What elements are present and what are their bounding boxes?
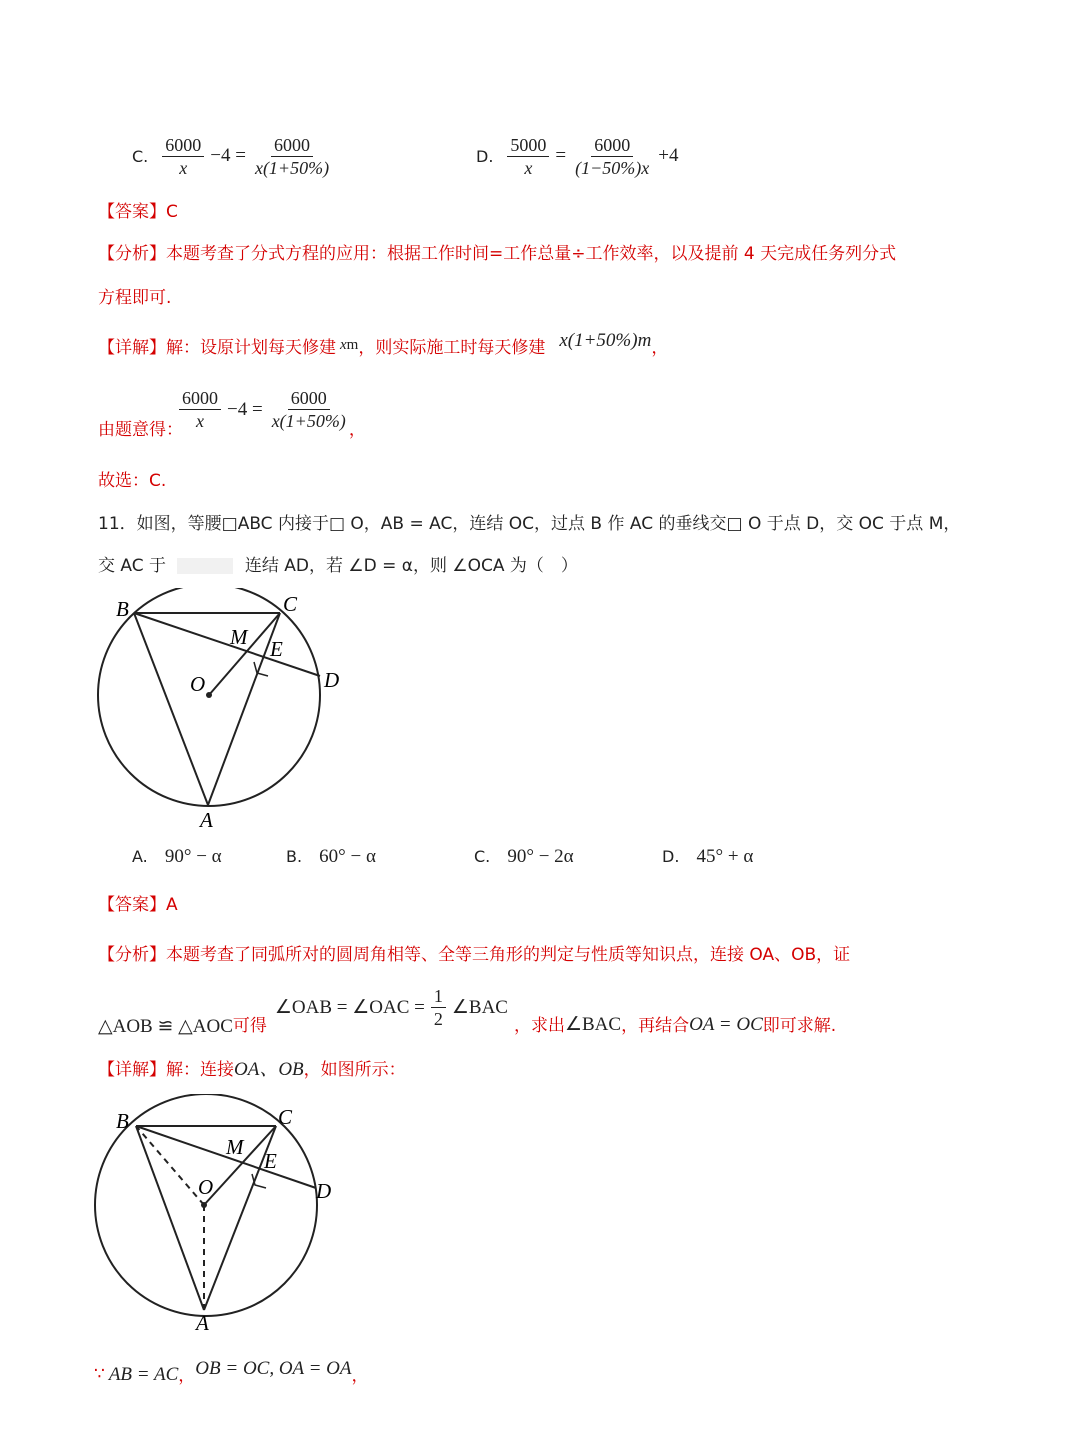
numerator: 6000	[271, 134, 313, 157]
q11-detail-line	[98, 1054, 406, 1081]
end-comma: ，	[351, 1366, 369, 1386]
stem-part-a: 交 AC 于	[98, 556, 167, 576]
denominator: x(1+50%)	[271, 411, 346, 431]
circle-figure-1	[92, 588, 362, 833]
detail-expression: x(1+50%)m	[559, 329, 652, 351]
label-e: E	[264, 1149, 277, 1173]
label-c: C	[278, 1105, 293, 1129]
congruence: △AOB ≌ △AOC	[98, 1016, 233, 1037]
label-c: C	[283, 592, 298, 616]
label-d: D	[316, 1179, 332, 1203]
label-m: M	[230, 625, 248, 649]
ab-eq-ac: AB = AC	[108, 1364, 179, 1385]
label-a: A	[200, 808, 213, 832]
detail-prefix: 【详解】解：设原计划每天修建	[98, 338, 336, 358]
fraction	[572, 134, 652, 179]
equation	[162, 134, 332, 179]
circle-figure-2	[92, 1094, 362, 1339]
denominator: x	[179, 157, 188, 178]
label-e: E	[270, 637, 283, 661]
operator: +4	[658, 145, 679, 166]
variable-x: x	[340, 337, 347, 353]
separator: ，	[178, 1366, 196, 1386]
label-b: B	[116, 1109, 129, 1133]
denominator: x	[196, 411, 204, 431]
q11-options	[132, 846, 892, 872]
angle-eq-left: ∠OAB = ∠OAC =	[274, 997, 425, 1018]
segment-ab	[134, 613, 208, 805]
numerator: 6000	[162, 134, 204, 157]
stem-part-b: 连结 AD，若 ∠D = α，则 ∠OCA 为（ ）	[244, 556, 578, 576]
option-a	[132, 846, 222, 868]
label-b: B	[116, 597, 129, 621]
operator: −4 =	[210, 145, 246, 166]
detail-comma: ，	[651, 338, 669, 358]
option-c	[474, 846, 574, 868]
fraction	[179, 387, 221, 432]
q10-analysis-line2: 方程即可.	[98, 288, 172, 308]
option-label: C.	[132, 146, 149, 166]
q11-analysis-line1: 【分析】本题考查了同弧所对的圆周角相等、全等三角形的判定与性质等知识点，连接 OA、OB，证	[98, 945, 851, 965]
q10-equation-line	[98, 380, 366, 444]
equation	[507, 134, 678, 179]
text-qiuchu: ，求出	[513, 1016, 565, 1036]
option-label: D.	[476, 146, 494, 166]
option-label: D.	[662, 847, 680, 866]
fraction-half	[431, 985, 446, 1030]
q10-analysis-line1: 【分析】本题考查了分式方程的应用：根据工作时间=工作总量÷工作效率，以及提前 4 天完成任务列分式	[98, 244, 897, 264]
angle-bac: ∠BAC	[451, 997, 508, 1018]
detail-suffix: ，如图所示：	[303, 1060, 406, 1080]
q11-analysis-line2	[98, 986, 836, 1044]
option-label: C.	[474, 847, 491, 866]
label-o: O	[198, 1175, 214, 1199]
fraction	[269, 387, 349, 432]
fraction	[162, 134, 204, 179]
numerator: 6000	[179, 387, 221, 410]
center-point	[201, 1202, 207, 1208]
numerator: 6000	[288, 387, 330, 410]
option-text: 90° − 2α	[507, 846, 574, 867]
operator: =	[555, 145, 567, 166]
q10-option-d	[476, 128, 678, 184]
text-zaijiehe: ，再结合	[621, 1016, 690, 1036]
denominator: x(1+50%)	[254, 157, 330, 178]
ob-oc-oa: OB = OC, OA = OA	[195, 1358, 352, 1379]
option-text: 60° − α	[319, 846, 376, 867]
option-d	[662, 846, 753, 868]
text-kede: 可得	[232, 1016, 267, 1036]
denominator: x	[524, 157, 533, 178]
unit-m: m	[346, 337, 359, 353]
q10-choose: 故选：C.	[98, 471, 167, 491]
angle-bac-2: ∠BAC	[564, 1014, 622, 1035]
label-m: M	[226, 1135, 244, 1159]
q11-last-line	[94, 1358, 368, 1386]
denominator: 2	[433, 1009, 443, 1029]
equation-comma: ，	[348, 420, 366, 440]
equation	[179, 387, 349, 432]
detail-prefix: 【详解】解：连接	[98, 1060, 234, 1080]
operator: −4 =	[227, 398, 263, 420]
option-text: 90° − α	[164, 846, 222, 867]
q11-answer: 【答案】A	[98, 895, 178, 915]
text-qiujie: 即可求解.	[762, 1016, 837, 1036]
oa-eq-oc: OA = OC	[689, 1014, 763, 1035]
equation-label: 由题意得：	[98, 420, 183, 440]
because-symbol: ∵	[94, 1364, 105, 1384]
label-o: O	[190, 672, 206, 696]
detail-math: OA、OB	[234, 1059, 304, 1080]
label-a: A	[196, 1311, 209, 1335]
fraction	[252, 134, 332, 179]
blurred-region	[177, 558, 233, 574]
right-angle-mark	[252, 1174, 266, 1188]
option-label: A.	[132, 847, 148, 866]
option-text: 45° + α	[696, 846, 754, 867]
option-label: B.	[286, 847, 303, 866]
denominator: (1−50%)x	[575, 157, 650, 178]
numerator: 1	[431, 985, 446, 1008]
q11-stem-line1: 11．如图，等腰□ABC 内接于□ O，AB = AC，连结 OC，过点 B 作 AC 的垂线交□ O 于点 D，交 OC 于点 M，	[98, 514, 961, 534]
q10-detail-line	[98, 329, 669, 358]
label-d: D	[324, 668, 340, 692]
fraction	[507, 134, 549, 179]
q10-answer: 【答案】C	[98, 202, 178, 222]
angle-equation	[275, 985, 508, 1030]
numerator: 6000	[591, 134, 633, 157]
numerator: 5000	[507, 134, 549, 157]
q11-stem-line2	[98, 551, 578, 576]
segment-ab	[136, 1126, 204, 1310]
option-b	[286, 846, 376, 868]
detail-mid: ，则实际施工时每天修建	[358, 338, 546, 358]
center-point	[206, 692, 212, 698]
q10-option-c	[132, 128, 332, 184]
